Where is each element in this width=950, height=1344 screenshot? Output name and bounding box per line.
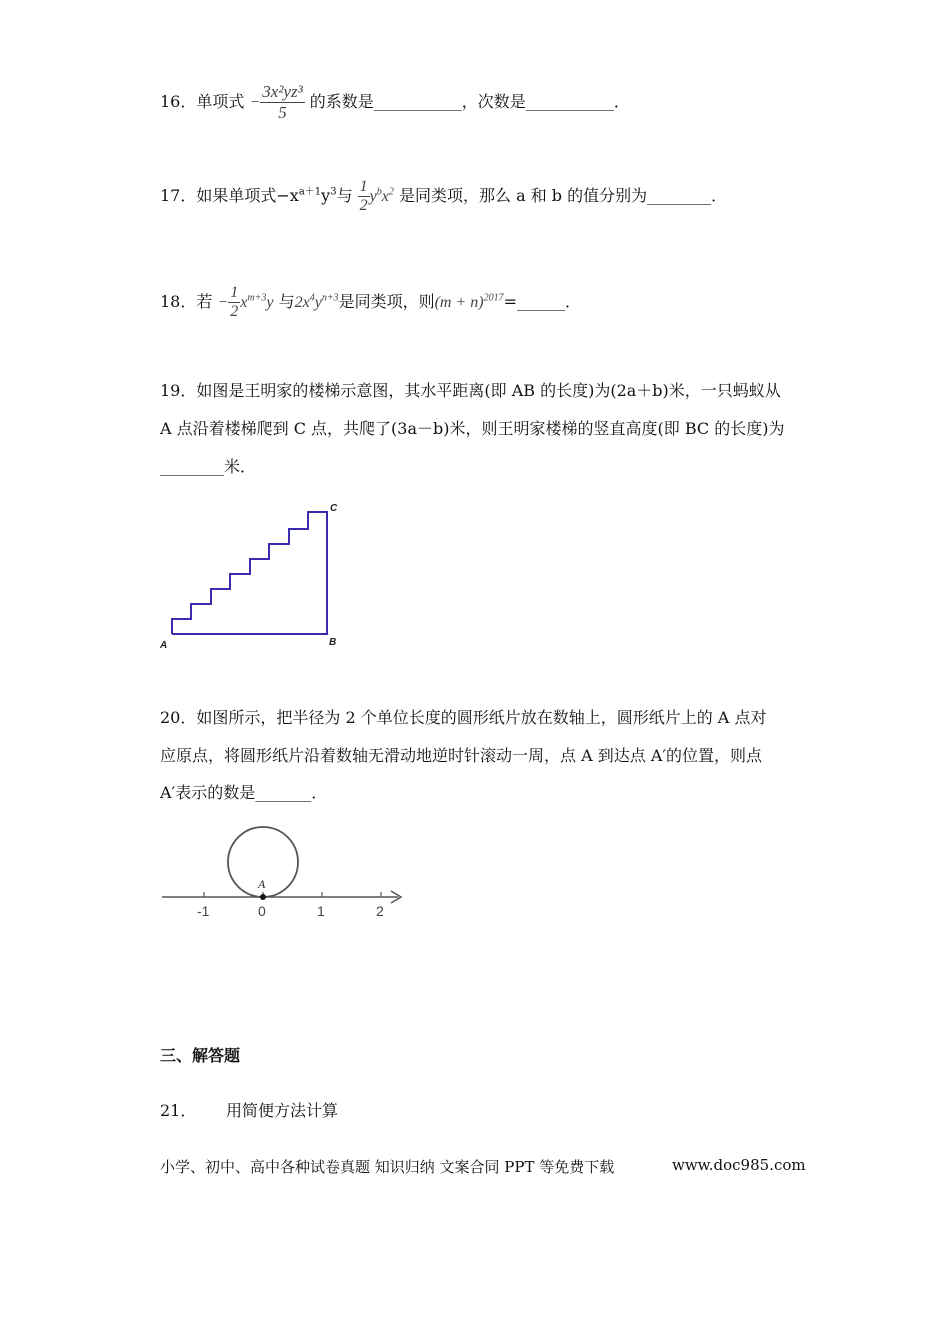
q18-termsup: 4 xyxy=(309,292,315,304)
q18-text1: 若 xyxy=(196,292,213,311)
q17-text1: 如果单项式−x xyxy=(196,186,299,205)
q18-minus: − xyxy=(217,294,229,311)
q16-comma: ，次数是 xyxy=(461,92,526,111)
q21-text: 用简便方法计算 xyxy=(226,1101,339,1120)
q17-sup3: b xyxy=(376,186,382,198)
section-heading: 三、解答题 xyxy=(160,1046,241,1065)
q16-mid: 的系数是 xyxy=(309,92,374,111)
q16-number: 16． xyxy=(160,92,197,111)
q16-frac-den: 5 xyxy=(278,103,287,122)
q18-number: 18． xyxy=(160,292,197,311)
tick-label-minus1: -1 xyxy=(197,903,210,919)
label-a: A xyxy=(160,640,168,650)
q17-text3: 与 xyxy=(336,186,353,205)
question-16 xyxy=(160,82,630,123)
q16-end: ． xyxy=(613,92,630,111)
label-b: B xyxy=(329,637,337,648)
q19-line2: A 点沿着楼梯爬到 C 点，共爬了(3a－b)米，则王明家楼梯的竖直高度(即 BC 的长度)为 xyxy=(160,419,785,438)
tick-label-0: 0 xyxy=(258,903,266,919)
q18-frac-num: 1 xyxy=(230,284,239,301)
q18-y: y xyxy=(266,294,274,311)
q18-frac-den: 2 xyxy=(230,303,239,320)
q18-term2: y xyxy=(314,294,322,311)
footer-link[interactable]: www.doc985.com xyxy=(672,1156,806,1174)
tick-label-2: 2 xyxy=(376,903,384,919)
q18-parensup: 2017 xyxy=(483,292,504,304)
q20-line3: A′表示的数是_______． xyxy=(160,783,328,802)
q19-line3: ________米． xyxy=(160,457,257,476)
q16-minus: − xyxy=(249,94,261,111)
q20-line2: 应原点，将圆形纸片沿着数轴无滑动地逆时针滚动一周，点 A 到达点 A′的位置，则点 xyxy=(160,746,763,765)
q17-sup2: 3 xyxy=(330,186,337,198)
q17-sup1: a＋1 xyxy=(298,186,322,198)
q21-number: 21． xyxy=(160,1101,197,1120)
q18-x: x xyxy=(240,294,248,311)
footer-left: 小学、初中、高中各种试卷真题 知识归纳 文案合同 PPT 等免费下载 xyxy=(160,1158,615,1176)
point-a xyxy=(260,894,266,900)
q18-with: 与 xyxy=(278,292,295,311)
q17-frac-den: 2 xyxy=(359,197,368,214)
q18-xsup: m+3 xyxy=(247,292,267,304)
q17-expr: y xyxy=(369,188,377,205)
point-a-label: A xyxy=(258,877,266,891)
q18-paren: (m + n) xyxy=(434,294,484,311)
question-17 xyxy=(160,178,727,215)
q17-sup4: 2 xyxy=(388,186,394,198)
q16-prefix: 单项式 xyxy=(196,92,245,111)
q17-fraction xyxy=(358,178,370,215)
question-21 xyxy=(160,1098,338,1121)
q18-term: 2x xyxy=(294,294,310,311)
q19-line1: 19．如图是王明家的楼梯示意图，其水平距离(即 AB 的长度)为(2a＋b)米，一只蚂蚁从 xyxy=(160,381,781,400)
q16-frac-num: 3x²yz³ xyxy=(262,82,303,101)
staircase-figure xyxy=(155,500,345,650)
q20-line1: 20．如图所示，把半径为 2 个单位长度的圆形纸片放在数轴上，圆形纸片上的 A 点对 xyxy=(160,708,767,727)
number-line-figure xyxy=(158,822,408,922)
staircase-outline xyxy=(172,512,327,634)
q18-text3: =______． xyxy=(503,292,582,311)
q17-text4: 是同类项，那么 a 和 b 的值分别为________． xyxy=(398,186,728,205)
q17-expr2: x xyxy=(381,188,389,205)
label-c: C xyxy=(330,503,338,514)
q16-fraction xyxy=(260,82,304,123)
q18-text2: 是同类项，则 xyxy=(338,292,435,311)
q17-frac-num: 1 xyxy=(359,178,368,195)
q17-text2: y xyxy=(321,186,331,205)
q16-blank1: ___________ xyxy=(373,92,462,111)
q16-blank2: ___________ xyxy=(525,92,614,111)
q18-fraction xyxy=(228,284,240,321)
q17-number: 17． xyxy=(160,186,197,205)
question-18 xyxy=(160,284,581,321)
tick-label-1: 1 xyxy=(317,903,325,919)
q18-term2sup: n+3 xyxy=(321,292,339,304)
